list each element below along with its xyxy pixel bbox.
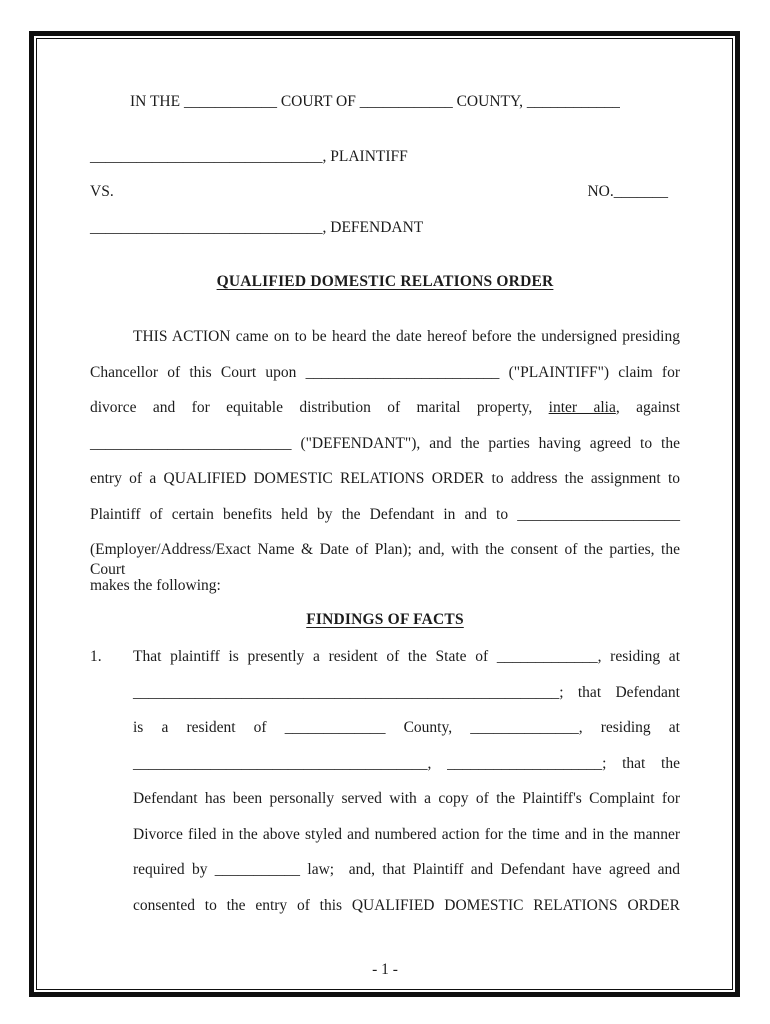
inter-alia-underlined-phrase: inter alia bbox=[548, 399, 616, 416]
finding-1-line-2: _______________________________________________________; that Defendant bbox=[133, 683, 680, 701]
opening-paragraph-line-2: Chancellor of this Court upon _________________________ ("PLAINTIFF") claim for bbox=[90, 363, 680, 381]
page-number-footer: - 1 - bbox=[372, 961, 398, 978]
finding-item-number: 1. bbox=[90, 648, 102, 665]
plaintiff-caption-line: ______________________________, PLAINTIFF bbox=[90, 148, 408, 165]
finding-1-line-3: is a resident of _____________ County, ______________, residing at bbox=[133, 719, 680, 736]
vs-label: VS. bbox=[90, 183, 114, 200]
document-content bbox=[90, 0, 684, 1024]
finding-1-line-8: consented to the entry of this QUALIFIED DOMESTIC RELATIONS ORDER bbox=[133, 896, 680, 914]
court-caption-line: IN THE ____________ COURT OF ____________ COUNTY, ____________ bbox=[130, 93, 620, 110]
finding-1-line-4: ______________________________________, ____________________; that the bbox=[133, 754, 680, 772]
opening-paragraph-line-4: __________________________ ("DEFENDANT"), and the parties having agreed to the bbox=[90, 434, 680, 452]
finding-1-line-1: That plaintiff is presently a resident of the State of _____________, residing at bbox=[133, 648, 680, 665]
opening-paragraph-line-8: makes the following: bbox=[90, 576, 221, 594]
opening-paragraph-line-6: Plaintiff of certain benefits held by the Defendant in and to _____________________ bbox=[90, 505, 680, 523]
line-3-tail: , against bbox=[615, 399, 681, 416]
finding-1-line-7: required by ___________ law; and, that Plaintiff and Defendant have agreed and bbox=[133, 861, 680, 878]
opening-paragraph-line-5: entry of a QUALIFIED DOMESTIC RELATIONS ORDER to address the assignment to bbox=[90, 470, 680, 487]
opening-paragraph-line-3 bbox=[90, 398, 680, 418]
opening-paragraph-line-7: (Employer/Address/Exact Name & Date of Plan); and, with the consent of the parties, the Court bbox=[90, 541, 684, 578]
finding-1-line-6: Divorce filed in the above styled and numbered action for the time and in the manner bbox=[133, 825, 680, 843]
opening-paragraph-line-1: THIS ACTION came on to be heard the date hereof before the undersigned presiding bbox=[133, 328, 680, 345]
vs-case-number-line bbox=[90, 182, 680, 202]
finding-1-line-5: Defendant has been personally served with a copy of the Plaintiff's Complaint for bbox=[133, 790, 680, 807]
findings-of-facts-heading: FINDINGS OF FACTS bbox=[306, 611, 464, 628]
defendant-caption-line: ______________________________, DEFENDANT bbox=[90, 219, 424, 236]
document-title: QUALIFIED DOMESTIC RELATIONS ORDER bbox=[216, 273, 554, 290]
case-number-blank: NO._______ bbox=[587, 183, 668, 200]
line-3-text: divorce and for equitable distribution of marital property, bbox=[90, 399, 533, 416]
